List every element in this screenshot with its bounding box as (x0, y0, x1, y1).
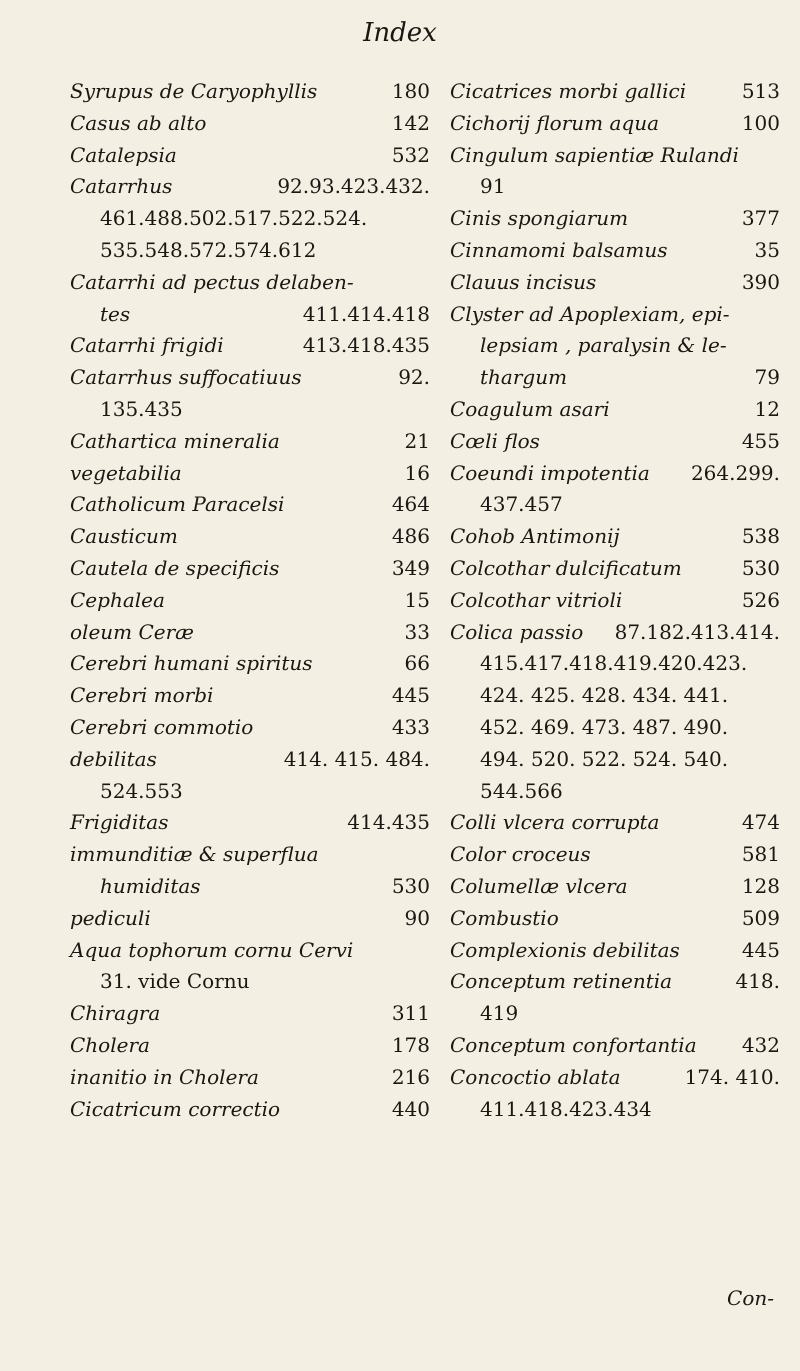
index-page-ref: 414.435 (347, 810, 430, 835)
index-term: Cicatricum correctio (70, 1096, 281, 1121)
index-entry (450, 521, 780, 553)
index-term: Catarrhus (70, 174, 173, 199)
index-entry (450, 585, 780, 617)
index-entry (450, 458, 780, 490)
index-term: Syrupus de Caryophyllis (70, 79, 318, 103)
index-term: Cathartica mineralia (70, 428, 280, 453)
index-page-ref: 264.299. (690, 460, 780, 485)
index-page-ref: 35 (754, 237, 780, 262)
index-page-ref: 349 (391, 555, 430, 580)
index-page-ref: 79 (754, 365, 780, 390)
index-term: Casus ab alto (70, 110, 207, 135)
index-term: immunditiæ & superflua (70, 842, 319, 867)
index-entry (70, 1062, 430, 1094)
index-continuation: 31. vide Cornu (100, 969, 250, 994)
index-term: pediculi (70, 905, 151, 930)
index-entry (70, 171, 430, 203)
index-page-ref: 311 (391, 1001, 430, 1026)
index-term: Catarrhus suffocatiuus (70, 365, 302, 390)
index-entry (70, 140, 430, 172)
index-entry (450, 903, 780, 935)
index-term: Colli vlcera corrupta (450, 810, 660, 835)
index-page-ref: 530 (391, 873, 430, 898)
index-entry (450, 871, 780, 903)
index-term: Colica passio (450, 619, 584, 644)
index-term: Cichorij florum aqua (450, 110, 660, 135)
index-continuation: 494. 520. 522. 524. 540. (480, 746, 729, 771)
index-entry (70, 839, 430, 871)
index-page-ref: 174. 410. (684, 1064, 780, 1089)
index-term: Coagulum asari (450, 396, 610, 421)
index-entry (450, 966, 780, 998)
index-term: debilitas (70, 746, 157, 771)
index-page-ref: 16 (404, 460, 430, 485)
index-page-ref: 411.414.418 (302, 301, 430, 326)
index-entry (70, 76, 430, 108)
index-page-ref: 12 (754, 396, 780, 421)
index-page-ref: 509 (741, 905, 780, 930)
index-continuation: 424. 425. 428. 434. 441. (480, 683, 729, 708)
index-entry (70, 108, 430, 140)
index-continuation: 461.488.502.517.522.524. (100, 206, 368, 231)
index-page-ref: 178 (391, 1032, 430, 1057)
index-entry (450, 76, 780, 108)
index-column-left (70, 76, 430, 1125)
index-entry (70, 871, 430, 903)
index-term: Colcothar dulcificatum (450, 555, 682, 580)
index-entry (70, 680, 430, 712)
index-continuation: 437.457 (480, 492, 563, 517)
index-term: lepsiam , paralysin & le- (480, 333, 727, 358)
index-term: Frigiditas (70, 810, 169, 835)
index-page-ref: 486 (391, 524, 430, 549)
index-page-ref: 526 (741, 587, 780, 612)
index-page-ref: 445 (391, 683, 430, 708)
index-page-ref: 433 (391, 714, 430, 739)
index-page-ref: 513 (741, 79, 780, 103)
index-entry (450, 362, 780, 394)
index-entry (70, 903, 430, 935)
index-entry (70, 299, 430, 331)
index-term: Complexionis debilitas (450, 937, 680, 962)
index-continuation: 452. 469. 473. 487. 490. (480, 714, 729, 739)
index-term: Cerebri commotio (70, 714, 254, 739)
index-entry (70, 998, 430, 1030)
index-page-ref: 418. (735, 969, 780, 994)
index-term: Aqua tophorum cornu Cervi (70, 937, 354, 962)
index-term: Catarrhi ad pectus delaben- (70, 269, 354, 294)
index-page-ref: 142 (391, 110, 430, 135)
index-page-ref: 92.93.423.432. (277, 174, 430, 199)
index-term: inanitio in Cholera (70, 1064, 259, 1089)
index-continuation: 419 (480, 1001, 519, 1026)
index-term: Cerebri morbi (70, 683, 214, 708)
index-continuation: 544.566 (480, 778, 563, 803)
index-page-ref: 538 (741, 524, 780, 549)
index-entry (70, 489, 430, 521)
index-entry (450, 394, 780, 426)
index-term: Color croceus (450, 842, 591, 867)
index-term: Conceptum retinentia (450, 969, 673, 994)
index-entry (450, 108, 780, 140)
index-continuation: 524.553 (100, 778, 183, 803)
index-page-ref: 455 (741, 428, 780, 453)
index-page-ref: 581 (741, 842, 780, 867)
index-entry (450, 1062, 780, 1094)
index-page-ref: 100 (741, 110, 780, 135)
index-term: Cohob Antimonij (450, 524, 620, 549)
index-term: Coeundi impotentia (450, 460, 650, 485)
index-page-ref: 92. (398, 365, 430, 390)
index-term: Cephalea (70, 587, 165, 612)
index-entry (450, 267, 780, 299)
index-term: oleum Ceræ (70, 619, 194, 644)
index-continuation: 535.548.572.574.612 (100, 237, 317, 262)
index-term: Conceptum confortantia (450, 1032, 697, 1057)
index-entry (450, 235, 780, 267)
index-term: Colcothar vitrioli (450, 587, 623, 612)
index-continuation: 91 (480, 174, 506, 199)
index-entry (70, 648, 430, 680)
index-page-ref: 414. 415. 484. (283, 746, 430, 771)
index-page-ref: 445 (741, 937, 780, 962)
index-term: Clauus incisus (450, 269, 597, 294)
index-term: Clyster ad Apoplexiam, epi- (450, 301, 730, 326)
index-term: Cinnamomi balsamus (450, 237, 668, 262)
index-continuation: 411.418.423.434 (480, 1096, 652, 1121)
index-entry (450, 299, 780, 331)
index-page-ref: 440 (391, 1096, 430, 1121)
index-term: Cholera (70, 1032, 150, 1057)
page-header: Index (363, 18, 437, 48)
index-entry (450, 1030, 780, 1062)
index-term: Cingulum sapientiæ Rulandi (450, 142, 739, 167)
index-page-ref: 390 (741, 269, 780, 294)
index-page-ref: 216 (391, 1064, 430, 1089)
index-entry (450, 140, 780, 172)
index-term: Combustio (450, 905, 559, 930)
index-entry (450, 935, 780, 967)
index-page-ref: 87.182.413.414. (614, 619, 780, 644)
index-entry (70, 553, 430, 585)
index-page-ref: 15 (404, 587, 430, 612)
index-term: vegetabilia (70, 460, 182, 485)
index-page-ref: 464 (391, 492, 430, 517)
index-entry (450, 553, 780, 585)
index-entry (450, 807, 780, 839)
index-term: Catholicum Paracelsi (70, 492, 285, 517)
index-page-ref: 66 (404, 651, 430, 676)
index-entry (70, 585, 430, 617)
index-page-ref: 474 (741, 810, 780, 835)
index-page-ref: 90 (404, 905, 430, 930)
index-entry (450, 617, 780, 649)
index-page-ref: 128 (741, 873, 780, 898)
index-page-ref: 532 (391, 142, 430, 167)
index-page-ref: 21 (404, 428, 430, 453)
index-entry (70, 617, 430, 649)
index-term: Cicatrices morbi gallici (450, 79, 687, 103)
index-continuation: 415.417.418.419.420.423. (480, 651, 748, 676)
index-term: Causticum (70, 524, 178, 549)
index-entry (450, 330, 780, 362)
index-page-ref: 413.418.435 (302, 333, 430, 358)
index-entry (70, 458, 430, 490)
index-term: Cinis spongiarum (450, 206, 629, 231)
index-term: humiditas (100, 873, 201, 898)
index-entry (450, 839, 780, 871)
index-entry (70, 267, 430, 299)
index-page-ref: 432 (741, 1032, 780, 1057)
index-page-ref: 180 (391, 79, 430, 103)
index-term: Columellæ vlcera (450, 873, 628, 898)
index-page-ref: 33 (404, 619, 430, 644)
index-term: Catarrhi frigidi (70, 333, 224, 358)
index-term: Chiragra (70, 1001, 161, 1026)
index-entry (450, 203, 780, 235)
index-term: tes (100, 301, 131, 326)
catchword: Con- (727, 1286, 774, 1310)
index-page-ref: 377 (741, 206, 780, 231)
index-term: Cerebri humani spiritus (70, 651, 313, 676)
index-column-right (450, 76, 780, 1125)
index-entry (450, 426, 780, 458)
index-entry (70, 1030, 430, 1062)
index-entry (70, 712, 430, 744)
index-entry (70, 744, 430, 776)
index-term: thargum (480, 365, 568, 390)
index-entry (70, 330, 430, 362)
index-page-ref: 530 (741, 555, 780, 580)
index-term: Cautela de specificis (70, 555, 280, 580)
index-entry (70, 807, 430, 839)
index-entry (70, 521, 430, 553)
index-continuation: 135.435 (100, 396, 183, 421)
index-term: Catalepsia (70, 142, 177, 167)
index-term: Cœli flos (450, 428, 540, 453)
index-entry (70, 362, 430, 394)
index-entry (70, 1094, 430, 1126)
index-entry (70, 935, 430, 967)
index-entry (70, 426, 430, 458)
index-term: Concoctio ablata (450, 1064, 621, 1089)
